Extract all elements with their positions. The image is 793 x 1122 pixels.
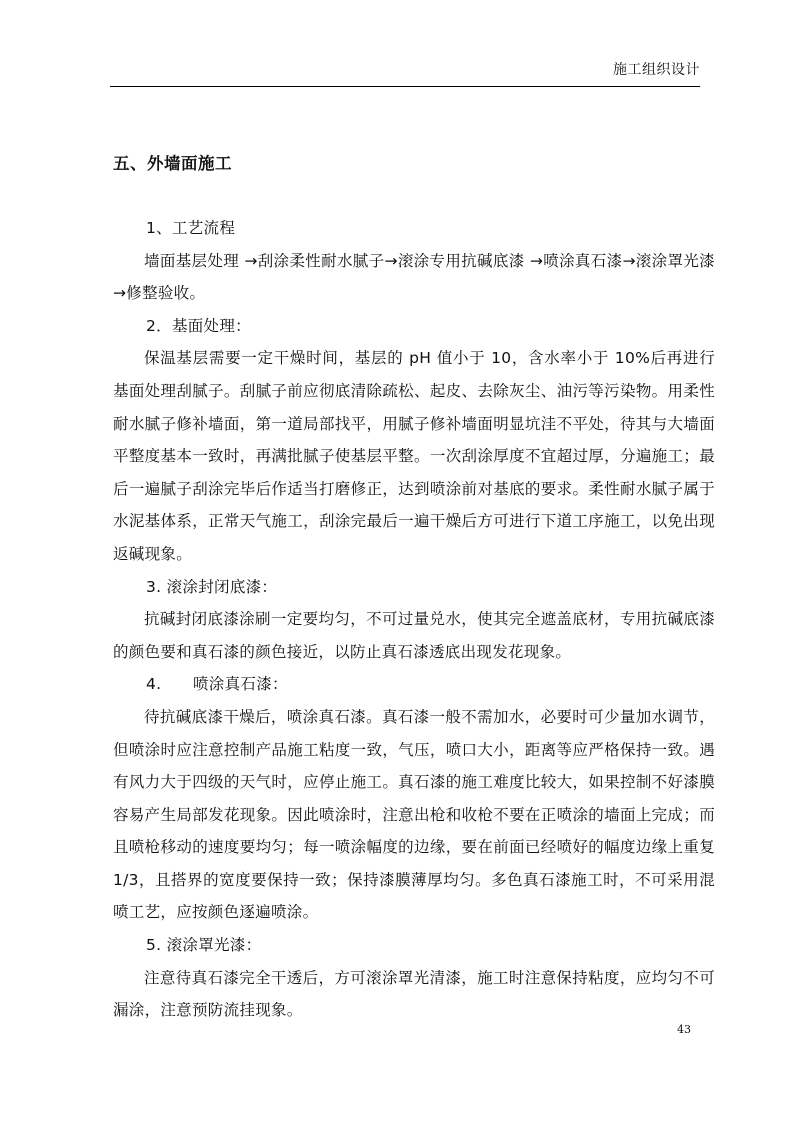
- header-divider: [110, 86, 700, 87]
- section-heading: 五、外墙面施工: [113, 154, 232, 173]
- subheading-sealing-primer: 3. 滚涂封闭底漆：: [146, 577, 278, 596]
- paragraph-varnish-rolling: 注意待真石漆完全干透后，方可滚涂罩光清漆，施工时注意保持粘度，应均匀不可漏涂，注意预防流挂现象。: [113, 968, 715, 1020]
- subheading-base-treatment: 2．基面处理：: [146, 316, 251, 335]
- paragraph-base-treatment: 保温基层需要一定干燥时间，基层的 pH 值小于 10，含水率小于 10%后再进行基面处理刮腻子。刮腻子前应彻底清除疏松、起皮、去除灰尘、油污等污染物。用柔性耐水腻子修补墙面，第一道局部找平，用腻子修补墙面明显坑洼不平处，待其与大墙面平整度基本一致时，再满批腻子使基层平整。一次刮涂厚度不宜超过厚，分遍施工；最后一遍腻子刮涂完毕后作适当打磨修正，达到喷涂前对基底的要求。柔性耐水腻子属于水泥基体系，正常天气施工，刮涂完最后一遍干燥后方可进行下道工序施工，以免出现返碱现象。: [113, 349, 715, 563]
- running-header: 施工组织设计: [613, 62, 700, 78]
- paragraph-sealing-primer: 抗碱封闭底漆涂刷一定要均匀，不可过量兑水，使其完全遮盖底材，专用抗碱底漆的颜色要和真石漆的颜色接近，以防止真石漆透底出现发花现象。: [113, 610, 715, 661]
- subheading-process-flow: 1、工艺流程: [146, 219, 236, 237]
- paragraph-process-flow: 墙面基层处理 →刮涂柔性耐水腻子→滚涂专用抗碱底漆 →喷涂真石漆→滚涂罩光漆→修整验收。: [113, 251, 715, 303]
- document-body: [113, 212, 715, 1027]
- page-number: 43: [677, 1023, 691, 1036]
- subheading-stone-paint-spraying: 4. 喷涂真石漆：: [146, 675, 288, 694]
- paragraph-stone-paint-spraying: 待抗碱底漆干燥后，喷涂真石漆。真石漆一般不需加水，必要时可少量加水调节，但喷涂时应注意控制产品施工粘度一致，气压，喷口大小，距离等应严格保持一致。遇有风力大于四级的天气时，应停止施工。真石漆的施工难度比较大，如果控制不好漆膜容易产生局部发花现象。因此喷涂时，注意出枪和收枪不要在正喷涂的墙面上完成；而且喷枪移动的速度要均匀；每一喷涂幅度的边缘，要在前面已经喷好的幅度边缘上重复 1/3，且搭界的宽度要保持一致；保持漆膜薄厚均匀。多色真石漆施工时，不可采用混喷工艺，应按颜色逐遍喷涂。: [113, 707, 715, 922]
- subheading-varnish-rolling: 5. 滚涂罩光漆：: [146, 936, 262, 955]
